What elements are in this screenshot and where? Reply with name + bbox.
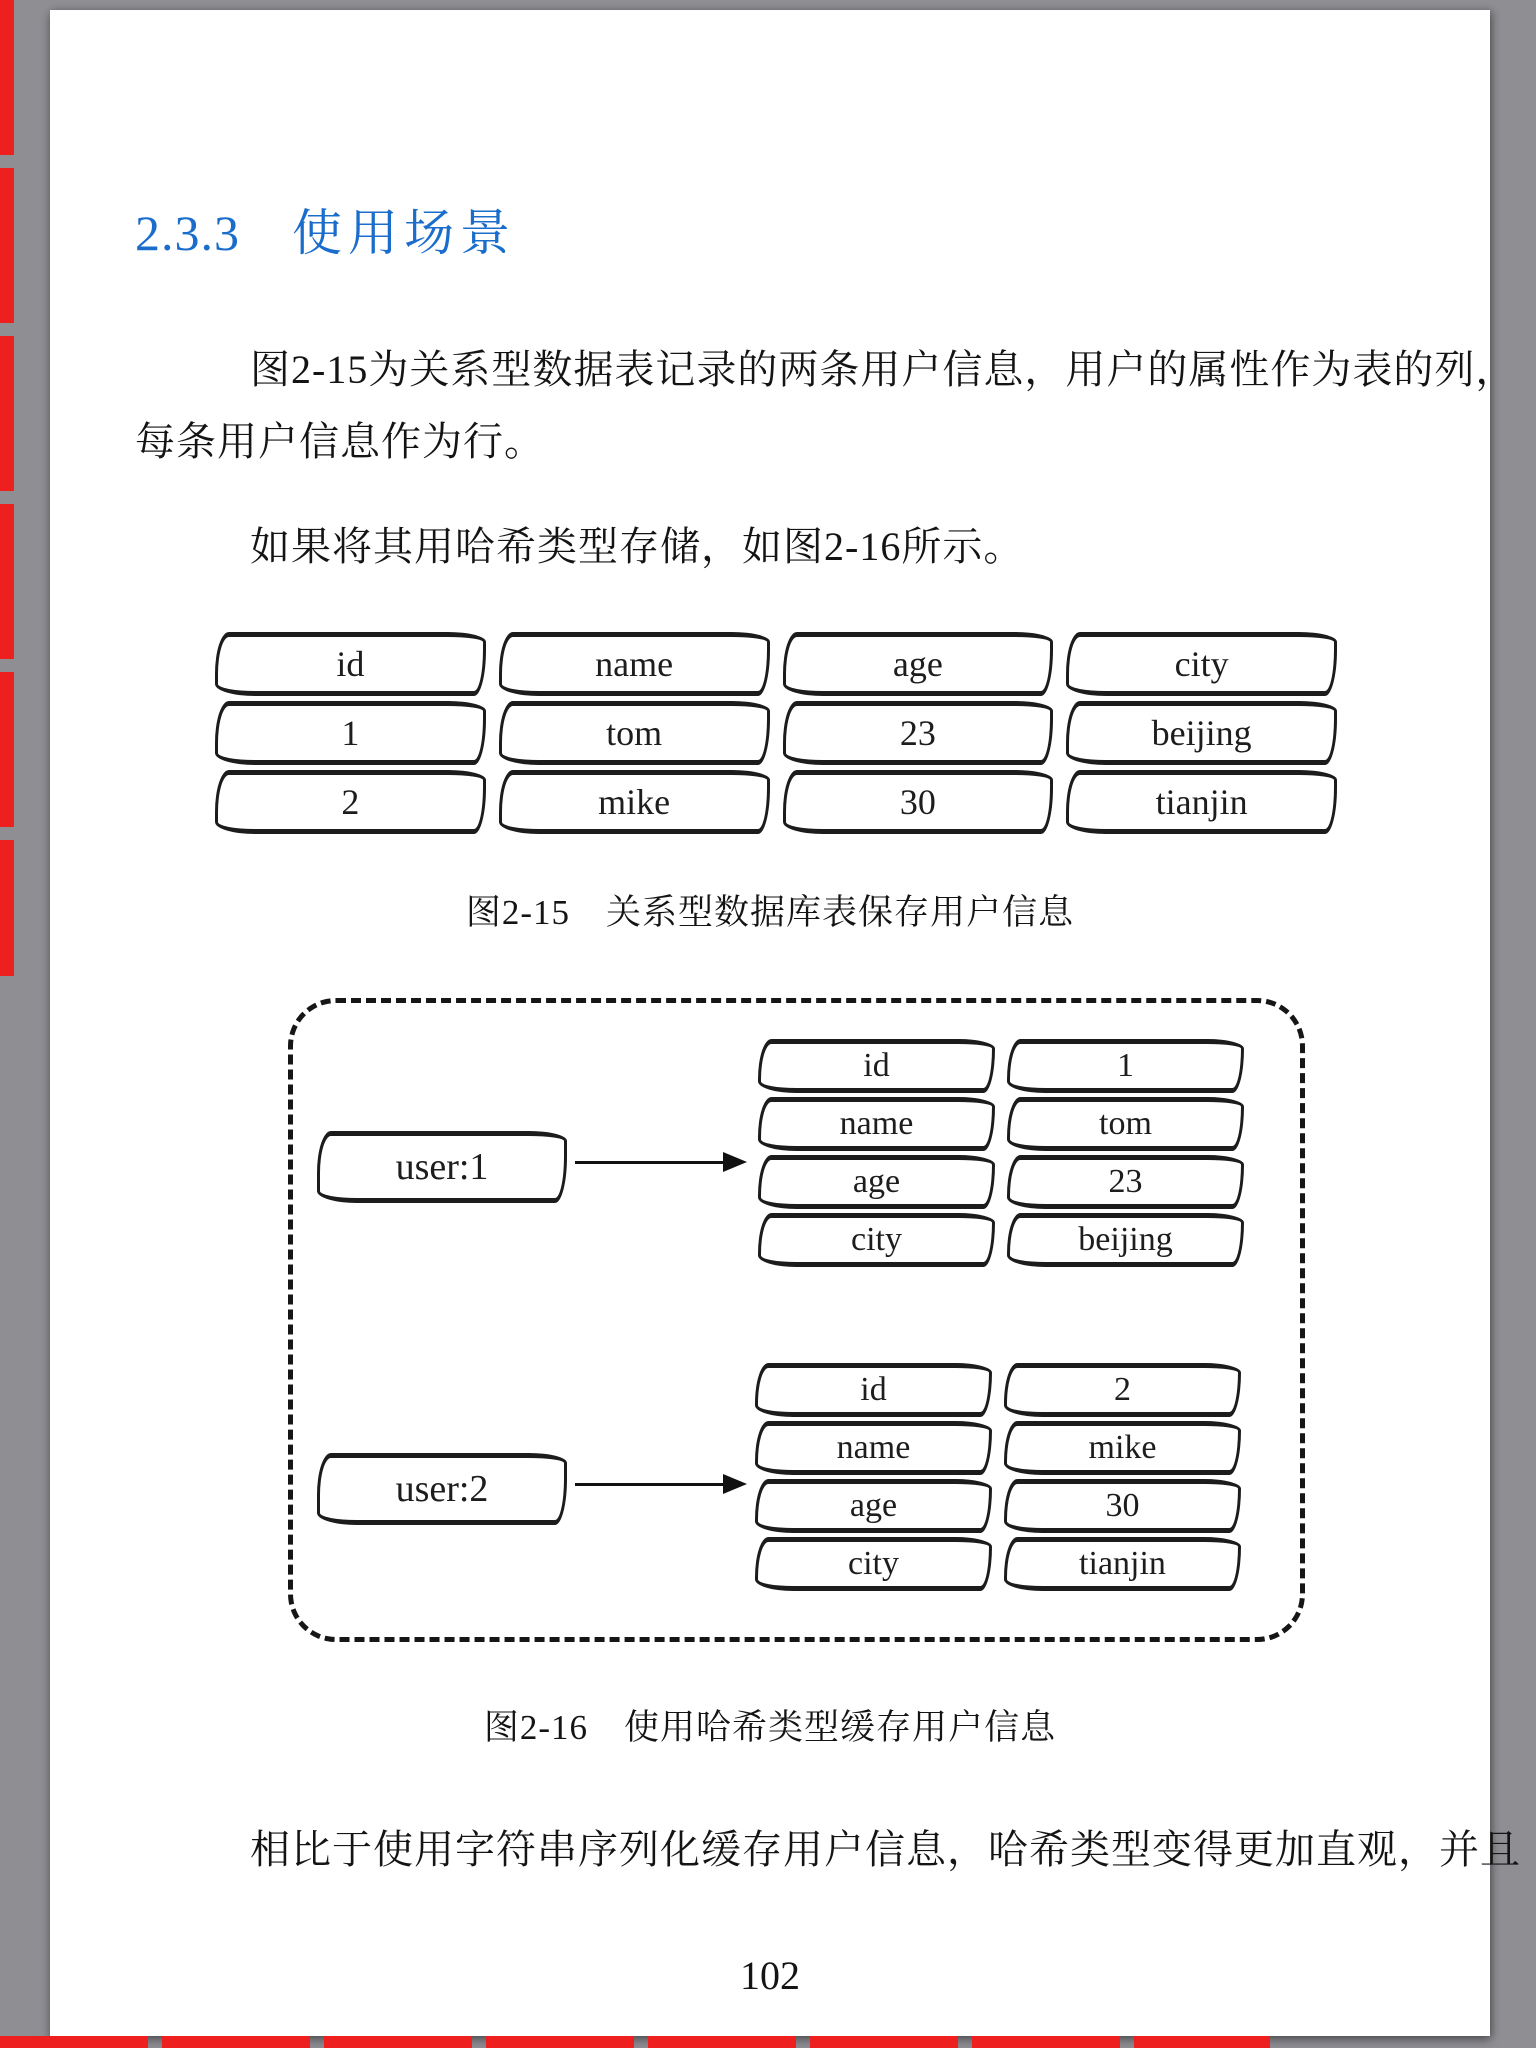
table-header-cell: name	[499, 632, 770, 696]
value-cell: 30	[1004, 1479, 1241, 1533]
value-cell: 2	[1004, 1363, 1241, 1417]
figure15-table	[215, 632, 1337, 834]
paragraph1-line1: 图2-15为关系型数据表记录的两条用户信息，用户的属性作为表的列，	[250, 347, 1517, 392]
figure16-caption: 图2-16 使用哈希类型缓存用户信息	[483, 1708, 1057, 1747]
paragraph3: 相比于使用字符串序列化缓存用户信息，哈希类型变得更加直观，并且	[250, 1827, 1521, 1872]
hash-row	[755, 1479, 1241, 1533]
hash-table-user1	[758, 1039, 1244, 1267]
section-title: 使用场景	[292, 205, 516, 261]
figure15-caption: 图2-15 关系型数据库表保存用户信息	[465, 893, 1075, 932]
section-number: 2.3.3	[135, 205, 240, 261]
key-box-user1: user:1	[317, 1131, 567, 1203]
paragraph2: 如果将其用哈希类型存储，如图2-16所示。	[250, 524, 1025, 569]
hash-row	[758, 1039, 1244, 1093]
book-page	[50, 10, 1521, 2036]
hash-row	[758, 1097, 1244, 1151]
table-cell: 23	[783, 701, 1054, 765]
field-cell: id	[758, 1039, 995, 1093]
field-cell: name	[758, 1097, 995, 1151]
table-cell: 30	[783, 770, 1054, 834]
hash-row	[755, 1421, 1241, 1475]
table-header-cell: id	[215, 632, 486, 696]
value-cell: beijing	[1007, 1213, 1244, 1267]
value-cell: tianjin	[1004, 1537, 1241, 1591]
table-cell: tom	[499, 701, 770, 765]
table-cell: beijing	[1066, 701, 1337, 765]
field-cell: name	[755, 1421, 992, 1475]
table-header-cell: age	[783, 632, 1054, 696]
table-cell: tianjin	[1066, 770, 1337, 834]
hash-row	[755, 1537, 1241, 1591]
table-row	[215, 701, 1337, 765]
table-row	[215, 770, 1337, 834]
hash-row	[758, 1155, 1244, 1209]
table-cell: 1	[215, 701, 486, 765]
table-cell: 2	[215, 770, 486, 834]
table-header-cell: city	[1066, 632, 1337, 696]
hash-table-user2	[755, 1363, 1241, 1591]
hash-row	[758, 1213, 1244, 1267]
arrow-user2-icon	[575, 1483, 725, 1486]
red-dashed-edge-bottom	[0, 2036, 1270, 2048]
table-cell: mike	[499, 770, 770, 834]
red-dashed-edge-left	[0, 0, 14, 976]
key-box-user2: user:2	[317, 1453, 567, 1525]
field-cell: id	[755, 1363, 992, 1417]
paragraph1-line2: 每条用户信息作为行。	[135, 419, 545, 464]
page-number: 102	[740, 1953, 800, 1998]
section-heading	[135, 193, 516, 265]
arrow-user1-icon	[575, 1161, 725, 1164]
value-cell: 23	[1007, 1155, 1244, 1209]
table-row	[215, 632, 1337, 696]
value-cell: tom	[1007, 1097, 1244, 1151]
value-cell: mike	[1004, 1421, 1241, 1475]
hash-row	[755, 1363, 1241, 1417]
field-cell: age	[758, 1155, 995, 1209]
field-cell: age	[755, 1479, 992, 1533]
field-cell: city	[758, 1213, 995, 1267]
value-cell: 1	[1007, 1039, 1244, 1093]
figure16-dashed-box	[288, 998, 1305, 1642]
field-cell: city	[755, 1537, 992, 1591]
